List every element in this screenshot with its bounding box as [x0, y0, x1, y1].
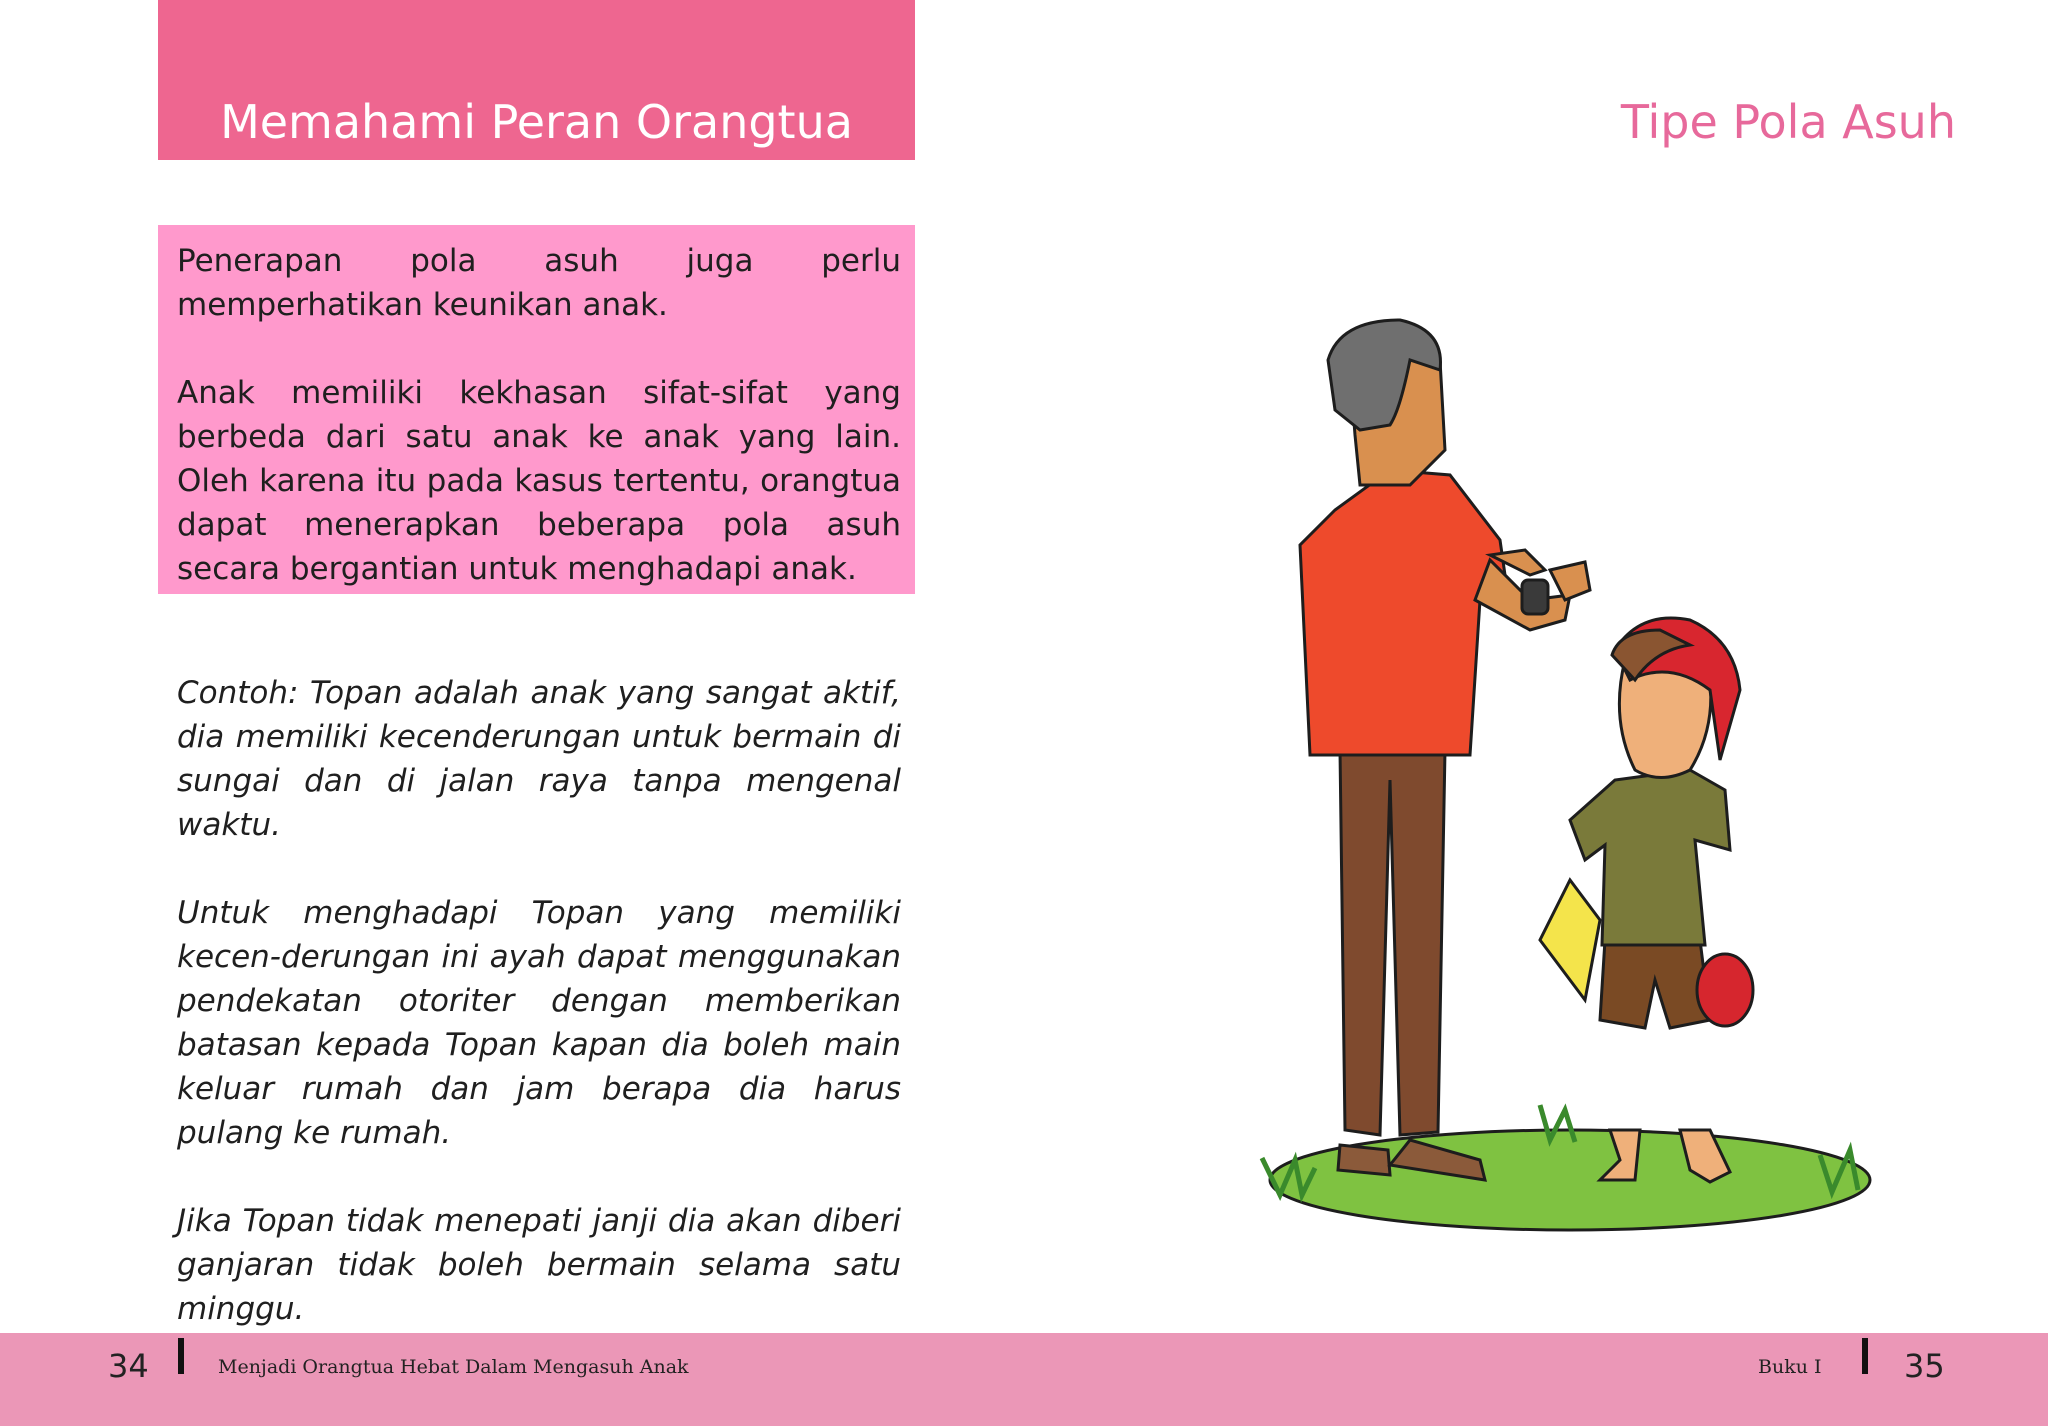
- boy-figure: [1540, 618, 1753, 1182]
- highlight-box: [158, 225, 915, 594]
- example-text: [177, 671, 901, 1375]
- book-title: Menjadi Orangtua Hebat Dalam Mengasuh Anak: [218, 1356, 689, 1378]
- header-band: [158, 0, 915, 160]
- example-paragraph-2: Untuk menghadapi Topan yang memiliki kecen-derungan ini ayah dapat menggunakan pendekatan otoriter dengan memberikan batasan kepada Topan kapan dia boleh main keluar rumah dan jam berapa dia harus pulang ke rumah.: [177, 895, 901, 1151]
- page-title-right: Tipe Pola Asuh: [1620, 95, 1956, 149]
- volume-label: Buku I: [1758, 1356, 1822, 1378]
- example-paragraph-3: Jika Topan tidak menepati janji dia akan diberi ganjaran tidak boleh bermain selama satu minggu.: [177, 1203, 901, 1327]
- example-paragraph-1: Contoh: Topan adalah anak yang sangat aktif, dia memiliki kecenderungan untuk bermain di sungai dan di jalan raya tanpa mengenal waktu.: [177, 675, 901, 843]
- page-title-left: Memahami Peran Orangtua: [220, 95, 853, 149]
- father-checking-watch-with-boy-illustration: [1240, 300, 1880, 1240]
- box-paragraph-1: Penerapan pola asuh juga perlu memperhatikan keunikan anak.: [177, 243, 901, 323]
- page-number-right: 35: [1904, 1347, 1945, 1385]
- footer-divider-right: [1862, 1338, 1868, 1374]
- box-paragraph-2: Anak memiliki kekhasan sifat-sifat yang berbeda dari satu anak ke anak yang lain. Oleh karena itu pada kasus tertentu, orangtua dapat menerapkan beberapa pola asuh secara bergantian untuk menghadapi anak.: [177, 375, 901, 587]
- grass-patch: [1270, 1130, 1870, 1230]
- father-figure: [1300, 320, 1590, 1180]
- footer-divider-left: [178, 1338, 184, 1374]
- page-number-left: 34: [108, 1347, 149, 1385]
